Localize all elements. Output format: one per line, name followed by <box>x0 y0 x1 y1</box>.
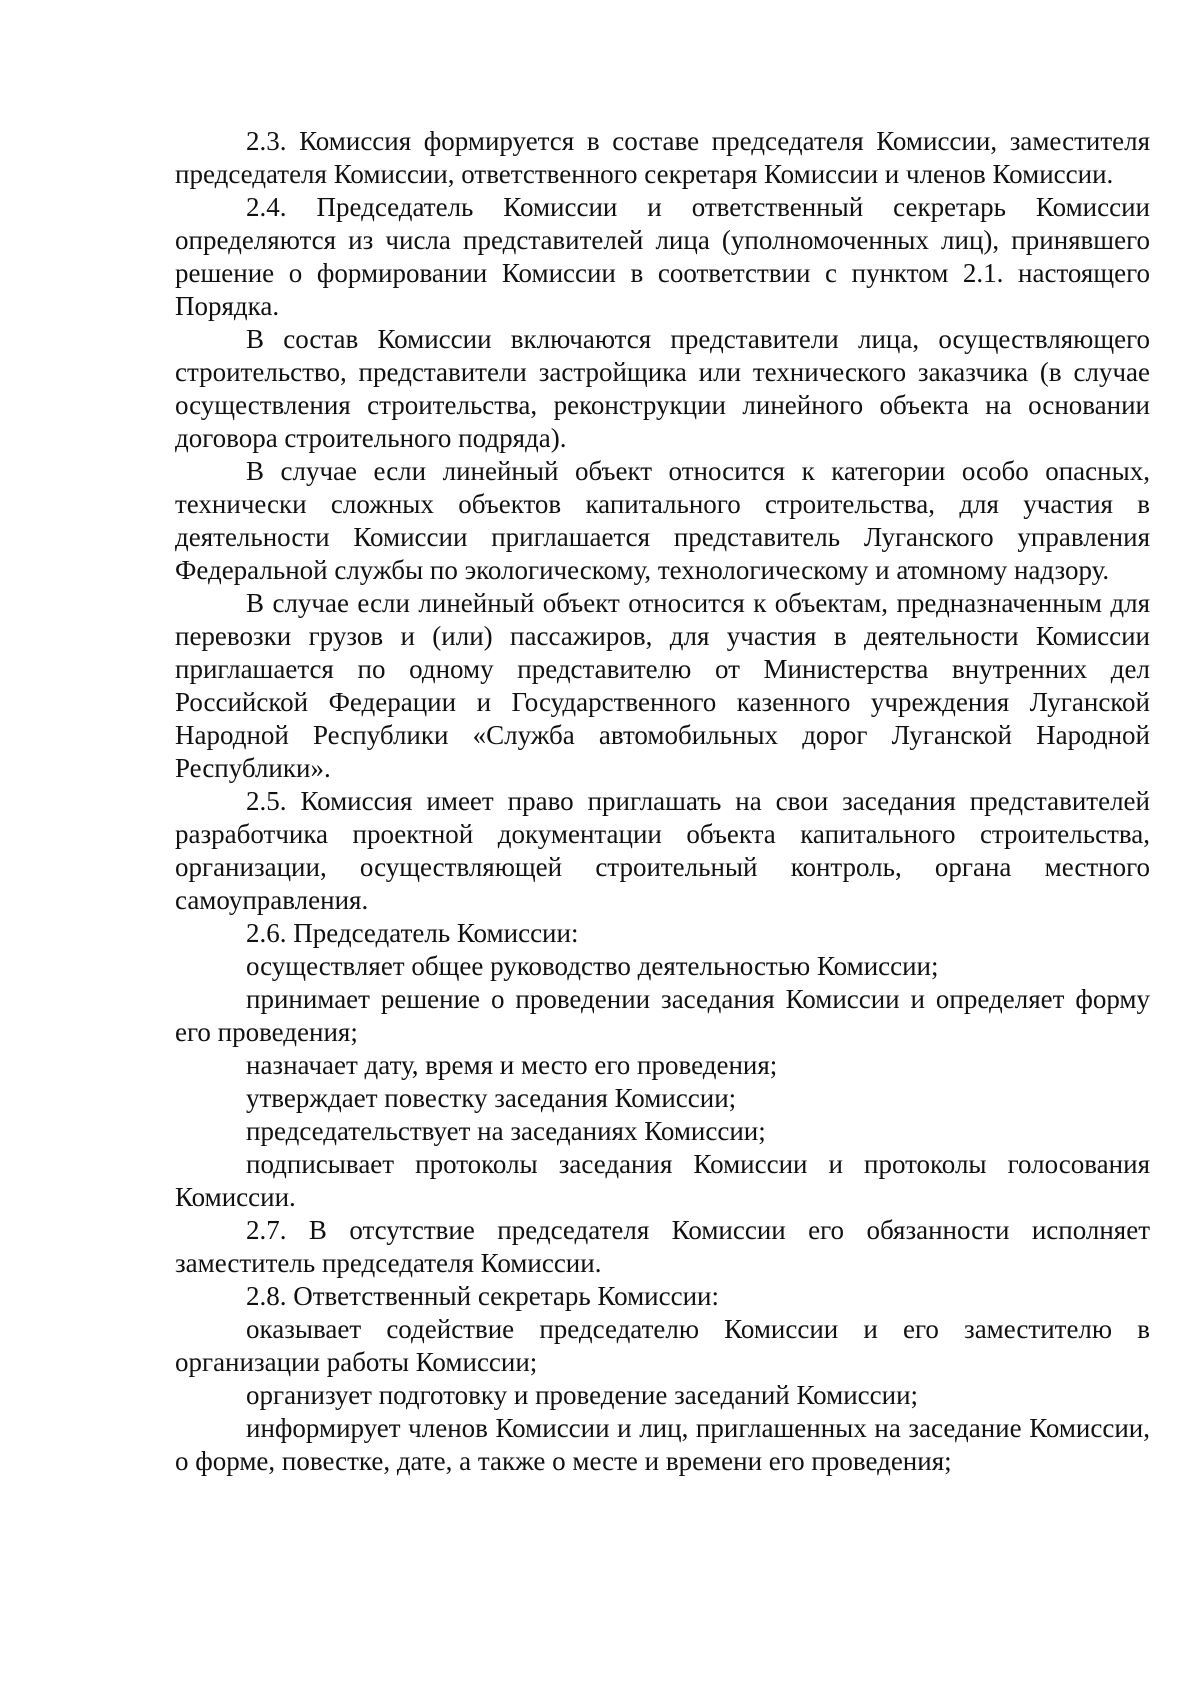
paragraph-hazardous-objects: В случае если линейный объект относится к категории особо опасных, технически сложных объектов капитального строительства, для участия в деятельности Комиссии приглашается представитель Луганского управления Федеральной службы по экологическому, технологическому и атомному надзору. <box>175 456 1150 585</box>
paragraph-2-6: 2.6. Председатель Комиссии: <box>246 918 579 948</box>
chairman-duty-item: принимает решение о проведении заседания Комиссии и определяет форму его проведения; <box>175 984 1150 1047</box>
chairman-duty-item: председательствует на заседаниях Комиссии; <box>246 1116 766 1146</box>
paragraph-2-4: 2.4. Председатель Комиссии и ответственный секретарь Комиссии определяются из числа представителей лица (уполномоченных лиц), принявшего решение о формировании Комиссии в соответствии с пунктом 2.1. настоящего Порядка. <box>175 192 1150 321</box>
paragraph-2-7: 2.7. В отсутствие председателя Комиссии его обязанности исполняет заместитель председателя Комиссии. <box>175 1215 1150 1278</box>
chairman-duty-item: осуществляет общее руководство деятельностью Комиссии; <box>246 951 939 981</box>
paragraph-2-5: 2.5. Комиссия имеет право приглашать на свои заседания представителей разработчика проектной документации объекта капитального строительства, организации, осуществляющей строительный контроль, органа местного самоуправления. <box>175 786 1150 915</box>
paragraph-commission-composition: В состав Комиссии включаются представители лица, осуществляющего строительство, представители застройщика или технического заказчика (в случае осуществления строительства, реконструкции линейного объекта на основании договора строительного подряда). <box>175 324 1150 453</box>
paragraph-2-3: 2.3. Комиссия формируется в составе председателя Комиссии, заместителя председателя Комиссии, ответственного секретаря Комиссии и членов Комиссии. <box>175 126 1150 189</box>
chairman-duty-item: утверждает повестку заседания Комиссии; <box>246 1083 737 1113</box>
paragraph-transport-objects: В случае если линейный объект относится к объектам, предназначенным для перевозки грузов и (или) пассажиров, для участия в деятельности Комиссии приглашается по одному представителю от Министерства внутренних дел Российской Федерации и Государственного казенного учреждения Луганской Народной Республики «Служба автомобильных дорог Луганской Народной Республики». <box>175 588 1150 783</box>
document-page <box>175 125 1150 1478</box>
chairman-duty-item: назначает дату, время и место его проведения; <box>246 1050 778 1080</box>
chairman-duty-item: подписывает протоколы заседания Комиссии и протоколы голосования Комиссии. <box>175 1149 1150 1212</box>
paragraph-2-8: 2.8. Ответственный секретарь Комиссии: <box>246 1281 719 1311</box>
secretary-duty-item: оказывает содействие председателю Комиссии и его заместителю в организации работы Комиссии; <box>175 1314 1150 1377</box>
secretary-duty-item: организует подготовку и проведение заседаний Комиссии; <box>246 1380 919 1410</box>
secretary-duty-item: информирует членов Комиссии и лиц, приглашенных на заседание Комиссии, о форме, повестке, дате, а также о месте и времени его проведения; <box>175 1413 1150 1476</box>
